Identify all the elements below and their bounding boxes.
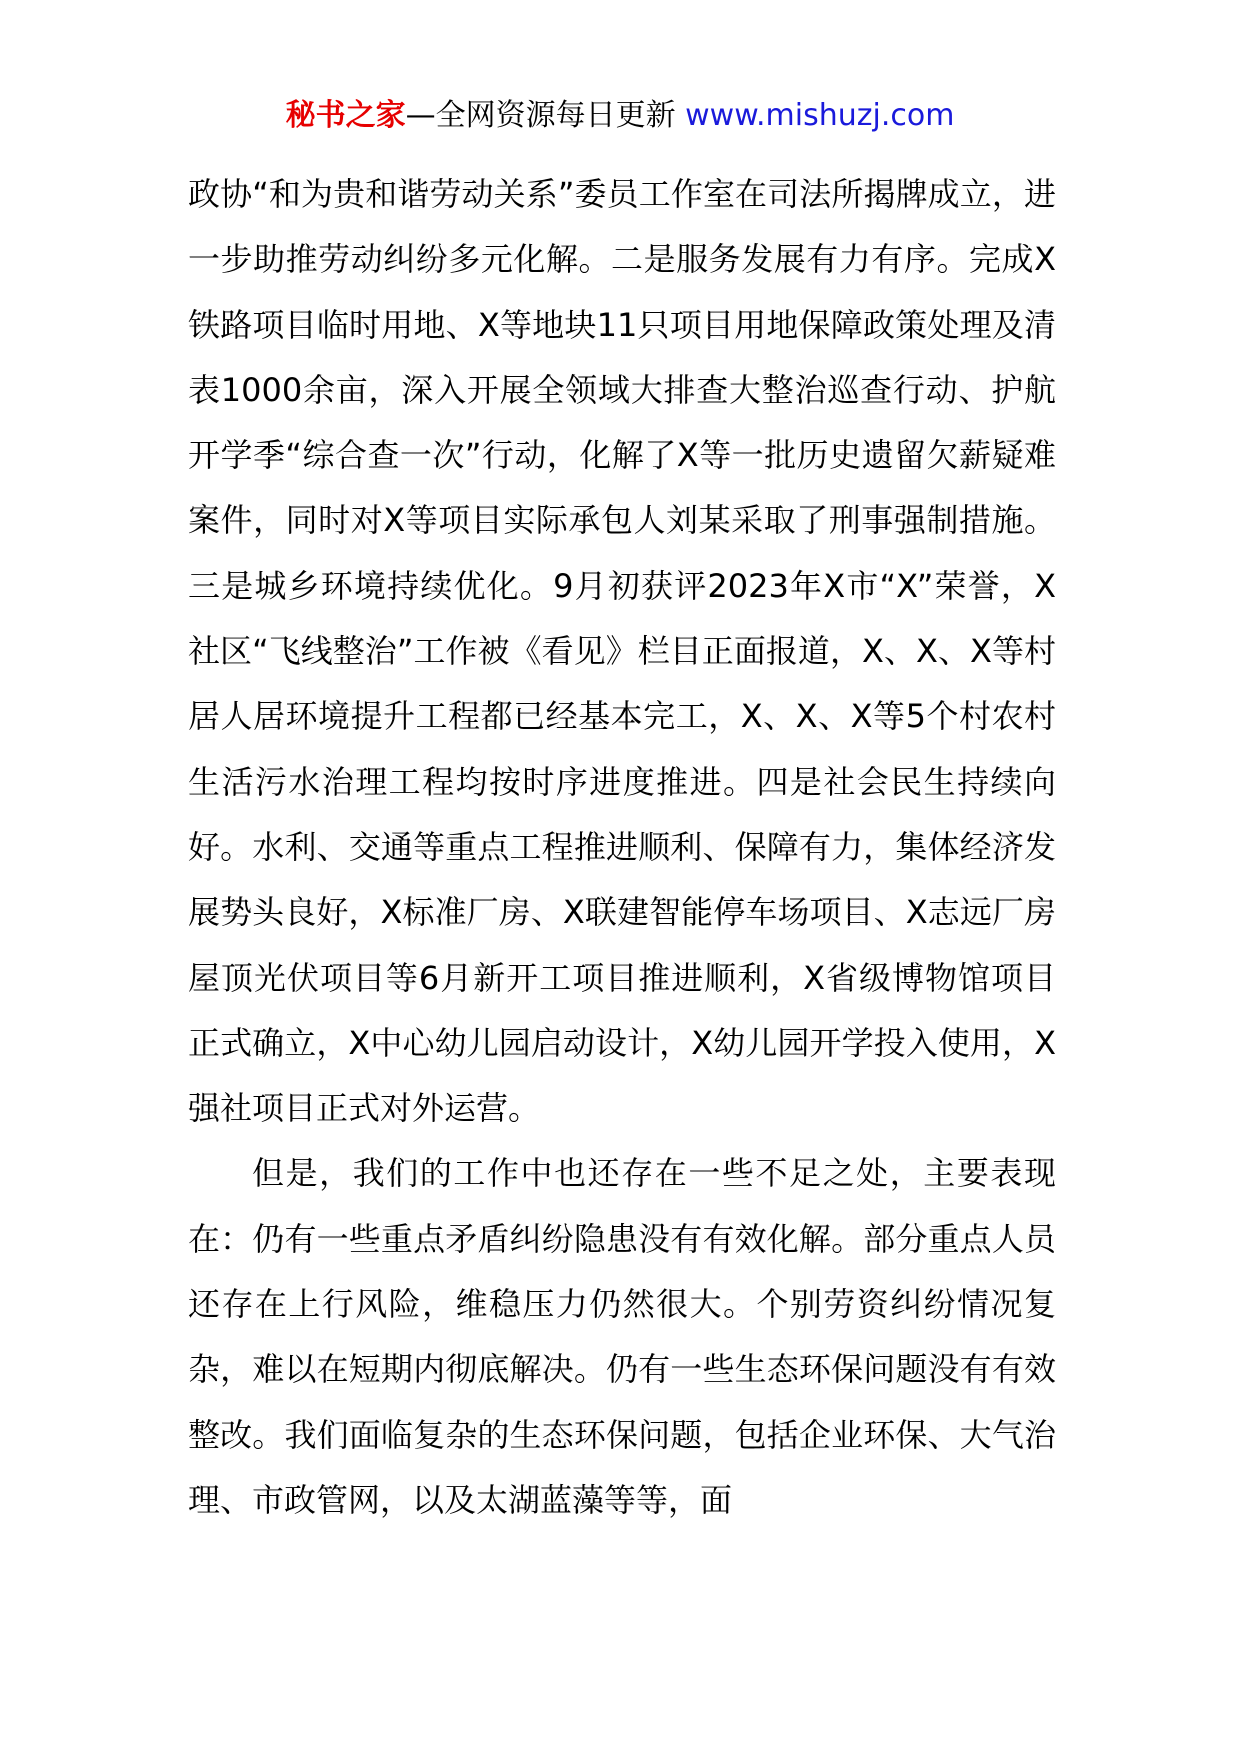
site-header [0, 96, 1240, 136]
document-body [188, 162, 1056, 1533]
site-tagline: —全网资源每日更新 [405, 98, 676, 133]
paragraph-2: 但是，我们的工作中也还存在一些不足之处，主要表现在：仍有一些重点矛盾纠纷隐患没有有效化解。部分重点人员还存在上行风险，维稳压力仍然很大。个别劳资纠纷情况复杂，难以在短期内彻底解决。仍有一些生态环保问题没有有效整改。我们面临复杂的生态环保问题，包括企业环保、大气治理、市政管网，以及太湖蓝藻等等，面 [188, 1154, 1056, 1519]
site-url-link[interactable]: www.mishuzj.com [685, 98, 955, 133]
site-brand: 秘书之家 [285, 98, 406, 133]
paragraph-1: 政协“和为贵和谐劳动关系”委员工作室在司法所揭牌成立，进一步助推劳动纠纷多元化解。二是服务发展有力有序。完成X铁路项目临时用地、X等地块11只项目用地保障政策处理及清表1000余亩，深入开展全领域大排查大整治巡查行动、护航开学季“综合查一次”行动，化解了X等一批历史遗留欠薪疑难案件，同时对X等项目实际承包人刘某采取了刑事强制措施。三是城乡环境持续优化。9月初获评2023年X市“X”荣誉，X社区“飞线整治”工作被《看见》栏目正面报道，X、X、X等村居人居环境提升工程都已经基本完工，X、X、X等5个村农村生活污水治理工程均按时序进度推进。四是社会民生持续向好。水利、交通等重点工程推进顺利、保障有力，集体经济发展势头良好，X标准厂房、X联建智能停车场项目、X志远厂房屋顶光伏项目等6月新开工项目推进顺利，X省级博物馆项目正式确立，X中心幼儿园启动设计，X幼儿园开学投入使用，X强社项目正式对外运营。 [188, 175, 1056, 1128]
